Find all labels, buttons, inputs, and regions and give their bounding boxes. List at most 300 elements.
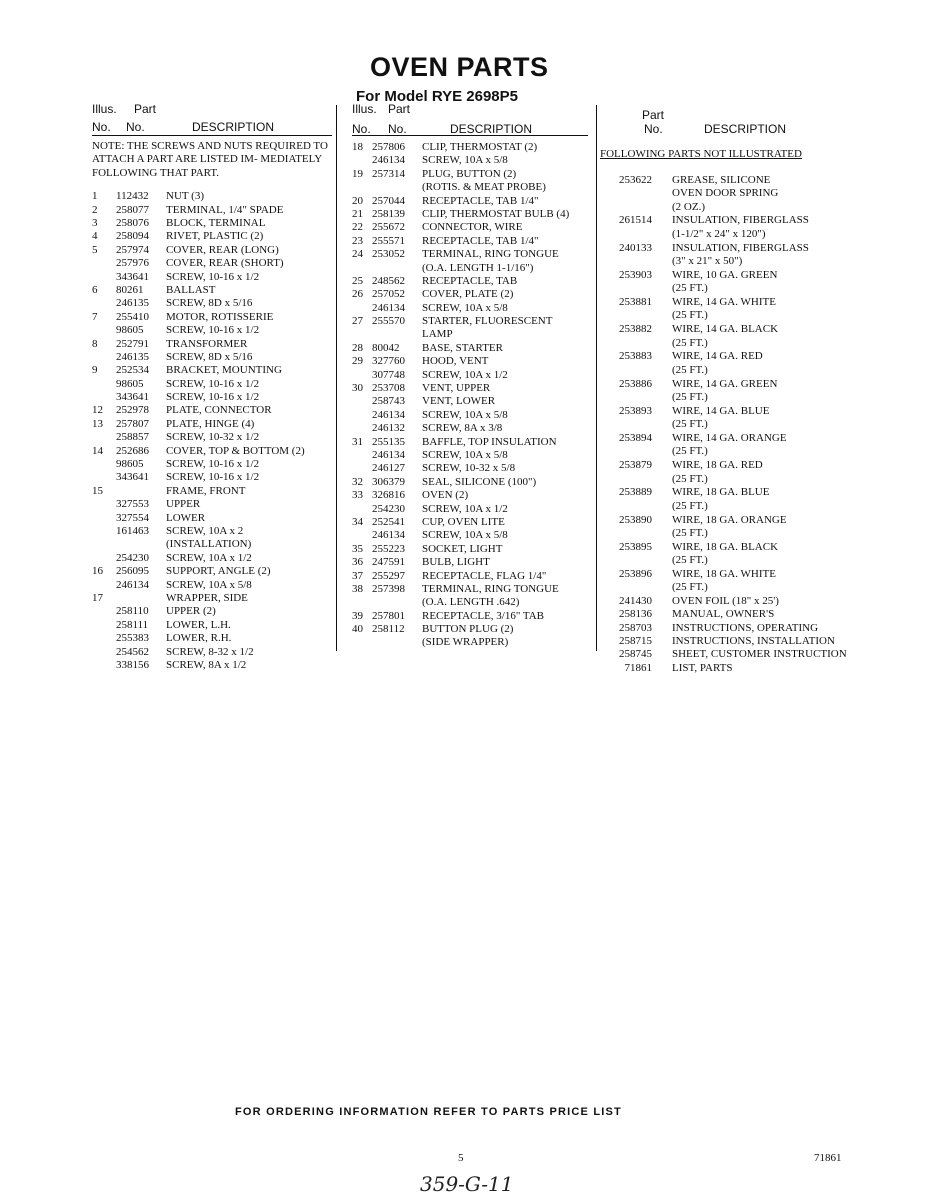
part-description: BAFFLE, TOP INSULATION <box>422 435 557 448</box>
description-line: GREASE, SILICONE <box>672 174 771 186</box>
illus-number: 6 <box>92 283 98 296</box>
header-rule <box>352 135 588 136</box>
table-row <box>92 230 332 243</box>
part-description: LOWER, L.H. <box>166 618 231 631</box>
table-row <box>352 262 588 275</box>
part-number: 253886 <box>619 377 652 390</box>
part-number: 253883 <box>619 350 652 363</box>
illus-number: 16 <box>92 565 103 578</box>
part-number: 246134 <box>372 301 405 314</box>
part-number: 98605 <box>116 324 144 337</box>
illus-number: 18 <box>352 141 363 153</box>
part-number: 258745 <box>619 648 652 661</box>
description-line: MANUAL, OWNER'S <box>672 608 775 621</box>
part-description: FRAME, FRONT <box>166 484 246 497</box>
description-line: (25 FT.) <box>672 499 708 512</box>
list-item <box>600 568 860 595</box>
handwritten-note: 359-G-11 <box>420 1172 514 1196</box>
part-description: RECEPTACLE, TAB <box>422 274 518 287</box>
part-description: SCREW, 8A x 1/2 <box>166 658 247 671</box>
part-description: SCREW, 10-16 x 1/2 <box>166 391 260 404</box>
description-line: WIRE, 14 GA. BLUE <box>672 404 770 417</box>
table-row <box>92 525 332 538</box>
part-number: 246134 <box>116 578 149 591</box>
parts-list <box>600 174 860 675</box>
part-description: SEAL, SILICONE (100") <box>422 475 537 488</box>
table-row <box>92 364 332 377</box>
part-description <box>672 174 778 214</box>
illus-number: 7 <box>92 310 98 323</box>
table-row <box>92 538 332 551</box>
part-description <box>672 541 778 568</box>
parts-column-3 <box>600 100 860 675</box>
part-number: 258110 <box>116 605 149 618</box>
part-description: SCREW, 10A x 2 <box>166 524 244 537</box>
table-row <box>352 328 588 341</box>
part-number: 247591 <box>372 556 405 569</box>
part-description: TRANSFORMER <box>166 337 248 350</box>
table-row <box>352 382 588 395</box>
table-row <box>92 512 332 525</box>
part-description: SUPPORT, ANGLE (2) <box>166 565 271 578</box>
table-row <box>352 248 588 261</box>
table-row <box>352 342 588 355</box>
table-row <box>352 476 588 489</box>
description-line: (1-1/2" x 24" x 120") <box>672 227 766 240</box>
illus-number: 21 <box>352 207 363 220</box>
illus-number: 22 <box>352 221 363 234</box>
table-row <box>352 395 588 408</box>
part-description <box>672 296 776 323</box>
table-row <box>92 592 332 605</box>
part-description: BRACKET, MOUNTING <box>166 364 282 377</box>
column-divider <box>596 105 597 651</box>
list-item <box>600 648 860 661</box>
part-description <box>672 405 769 432</box>
ordering-footer: FOR ORDERING INFORMATION REFER TO PARTS PRICE LIST <box>235 1106 622 1118</box>
part-description: NUT (3) <box>166 190 204 203</box>
table-row <box>352 436 588 449</box>
part-description: SCREW, 8-32 x 1/2 <box>166 645 254 658</box>
part-number: 254562 <box>116 645 149 658</box>
part-description <box>672 648 847 661</box>
table-row <box>352 543 588 556</box>
part-description <box>672 608 774 621</box>
part-description: VENT, UPPER <box>422 382 491 395</box>
illus-number: 38 <box>352 582 363 595</box>
illus-number: 37 <box>352 569 363 582</box>
part-number: 255570 <box>372 315 405 328</box>
table-row <box>92 431 332 444</box>
description-line: WIRE, 14 GA. BLACK <box>672 323 779 336</box>
part-description: RECEPTACLE, TAB 1/4" <box>422 194 539 207</box>
part-number: 253708 <box>372 382 405 395</box>
description-header: DESCRIPTION <box>704 122 787 136</box>
part-number: 255383 <box>116 632 149 645</box>
part-description <box>672 514 787 541</box>
part-description: SCREW, 10A x 1/2 <box>422 502 508 515</box>
part-number: 246134 <box>372 154 405 167</box>
description-line: WIRE, 14 GA. RED <box>672 350 763 363</box>
table-row <box>92 391 332 404</box>
table-row <box>352 570 588 583</box>
part-number: 98605 <box>116 458 144 471</box>
list-item <box>600 269 860 296</box>
part-description: BLOCK, TERMINAL <box>166 217 266 229</box>
part-number: 257044 <box>372 194 405 207</box>
part-description: UPPER <box>166 498 201 511</box>
table-row <box>92 378 332 391</box>
part-number: 71861 <box>624 661 652 674</box>
description-line: SHEET, CUSTOMER INSTRUCTION <box>672 648 847 661</box>
part-number: 254230 <box>116 551 149 564</box>
part-number: 253052 <box>372 248 405 261</box>
part-number: 257801 <box>372 609 405 622</box>
part-no-header: No. <box>126 120 145 134</box>
part-description: SCREW, 10A x 5/8 <box>422 408 508 421</box>
table-row <box>352 315 588 328</box>
part-number: 253889 <box>619 486 652 499</box>
list-item <box>600 242 860 269</box>
part-description <box>672 432 787 459</box>
illus-number: 26 <box>352 288 363 301</box>
part-description: SCREW, 10-16 x 1/2 <box>166 324 260 337</box>
table-row <box>352 288 588 301</box>
table-row <box>352 583 588 596</box>
part-number: 255223 <box>372 542 405 555</box>
table-row <box>92 619 332 632</box>
part-number: 253893 <box>619 404 652 417</box>
table-row <box>92 311 332 324</box>
illus-number: 27 <box>352 315 363 328</box>
illus-number: 17 <box>92 591 103 604</box>
part-description: RECEPTACLE, TAB 1/4" <box>422 234 539 247</box>
part-number: 246135 <box>116 350 149 363</box>
list-item <box>600 635 860 648</box>
part-number: 258857 <box>116 431 149 444</box>
part-number: 246134 <box>372 529 405 542</box>
screws-note: NOTE: THE SCREWS AND NUTS REQUIRED TO ATTACH A PART ARE LISTED IM- MEDIATELY FOLLOWING THAT PART. <box>92 140 328 179</box>
illus-number: 1 <box>92 190 98 203</box>
part-number: 258743 <box>372 395 405 408</box>
part-description: TERMINAL, RING TONGUE <box>422 248 559 261</box>
description-line: (25 FT.) <box>672 526 708 539</box>
column-header <box>352 100 588 136</box>
table-row <box>92 297 332 310</box>
table-row <box>92 418 332 431</box>
part-number: 253622 <box>619 174 652 186</box>
table-row <box>92 646 332 659</box>
part-description: LOWER <box>166 511 206 524</box>
table-row <box>352 235 588 248</box>
table-row <box>92 632 332 645</box>
table-row <box>92 404 332 417</box>
part-number: 258076 <box>116 217 149 229</box>
illus-number: 2 <box>92 203 98 216</box>
table-row <box>352 409 588 422</box>
part-description <box>672 378 777 405</box>
table-row <box>352 168 588 181</box>
description-line: (25 FT.) <box>672 363 708 376</box>
table-row <box>92 565 332 578</box>
parts-column-2 <box>352 100 588 650</box>
description-line: (25 FT.) <box>672 336 708 349</box>
illus-number: 19 <box>352 167 363 180</box>
description-line: (25 FT.) <box>672 554 708 567</box>
part-number: 257806 <box>372 141 405 153</box>
part-number: 257976 <box>116 257 149 270</box>
description-line: INSULATION, FIBERGLASS <box>672 241 809 254</box>
illus-number: 20 <box>352 194 363 207</box>
table-row <box>352 181 588 194</box>
illus-number: 36 <box>352 556 363 569</box>
table-row <box>352 422 588 435</box>
list-item <box>600 296 860 323</box>
description-line: (25 FT.) <box>672 391 708 404</box>
part-description <box>672 323 778 350</box>
part-number: 327553 <box>116 498 149 511</box>
part-description: PLATE, HINGE (4) <box>166 417 255 430</box>
part-description: SCREW, 10-16 x 1/2 <box>166 458 260 471</box>
part-description: BUTTON PLUG (2) <box>422 623 514 636</box>
part-number: 255410 <box>116 310 149 323</box>
description-line: (25 FT.) <box>672 418 708 431</box>
column-divider <box>336 105 337 651</box>
table-row <box>352 556 588 569</box>
not-illustrated-heading: FOLLOWING PARTS NOT ILLUSTRATED <box>600 148 802 160</box>
description-line: WIRE, 18 GA. WHITE <box>672 567 776 580</box>
part-description: (INSTALLATION) <box>166 538 252 551</box>
part-description: (ROTIS. & MEAT PROBE) <box>422 181 546 194</box>
page-title: OVEN PARTS <box>370 52 549 82</box>
list-item <box>600 405 860 432</box>
part-number: 343641 <box>116 471 149 484</box>
illus-number: 40 <box>352 623 363 636</box>
part-number: 258094 <box>116 230 149 243</box>
list-item <box>600 378 860 405</box>
list-item <box>600 486 860 513</box>
part-number: 343641 <box>116 270 149 283</box>
part-description: BALLAST <box>166 283 216 296</box>
part-description: CONNECTOR, WIRE <box>422 221 523 234</box>
table-row <box>92 190 332 203</box>
list-item <box>600 350 860 377</box>
part-description: SCREW, 10A x 1/2 <box>166 551 252 564</box>
part-number: 258703 <box>619 621 652 634</box>
table-row <box>352 610 588 623</box>
part-number: 338156 <box>116 658 149 671</box>
part-description: SCREW, 10A x 5/8 <box>422 154 508 167</box>
table-row <box>352 449 588 462</box>
document-number: 71861 <box>814 1152 842 1164</box>
list-item <box>600 323 860 350</box>
description-line: (25 FT.) <box>672 309 708 322</box>
part-number: 241430 <box>619 595 652 608</box>
part-no-header: No. <box>644 122 663 136</box>
parts-column-1 <box>92 100 332 672</box>
illus-number: 4 <box>92 230 98 243</box>
illus-no-header: No. <box>92 120 111 134</box>
part-number: 253903 <box>619 268 652 281</box>
table-row <box>352 369 588 382</box>
part-number: 327554 <box>116 511 149 524</box>
part-number: 257052 <box>372 288 405 301</box>
table-row <box>92 257 332 270</box>
illus-number: 24 <box>352 248 363 261</box>
part-description: CLIP, THERMOSTAT BULB (4) <box>422 207 570 220</box>
illus-number: 3 <box>92 217 98 229</box>
description-line: (3" x 21" x 50") <box>672 255 743 268</box>
illus-number: 25 <box>352 274 363 287</box>
table-row <box>352 208 588 221</box>
description-line: LIST, PARTS <box>672 661 733 674</box>
part-description: COVER, REAR (SHORT) <box>166 257 284 270</box>
list-item <box>600 662 860 675</box>
part-number: 256095 <box>116 565 149 578</box>
table-row <box>92 552 332 565</box>
description-line: WIRE, 14 GA. GREEN <box>672 377 778 390</box>
table-row <box>352 529 588 542</box>
part-description: SCREW, 10A x 1/2 <box>422 368 508 381</box>
table-row <box>352 275 588 288</box>
part-description <box>672 622 818 635</box>
part-description <box>672 635 835 648</box>
illus-number: 33 <box>352 489 363 502</box>
part-number: 252978 <box>116 404 149 417</box>
part-number: 255672 <box>372 221 405 234</box>
illus-number: 28 <box>352 341 363 354</box>
model-subtitle: For Model RYE 2698P5 <box>356 88 518 105</box>
table-row <box>352 154 588 167</box>
description-line: (25 FT.) <box>672 445 708 458</box>
part-description: LOWER, R.H. <box>166 632 232 645</box>
table-row <box>92 485 332 498</box>
description-line: INSULATION, FIBERGLASS <box>672 214 809 227</box>
part-description: SCREW, 10-32 x 5/8 <box>422 462 516 475</box>
illus-number: 29 <box>352 355 363 368</box>
part-description: UPPER (2) <box>166 605 216 618</box>
part-description: HOOD, VENT <box>422 355 489 368</box>
parts-list <box>352 141 588 650</box>
table-row <box>92 338 332 351</box>
part-description <box>672 350 763 377</box>
part-description: RECEPTACLE, 3/16" TAB <box>422 609 545 622</box>
illus-number: 8 <box>92 337 98 350</box>
description-line: OVEN FOIL (18" x 25') <box>672 595 779 608</box>
part-number: 327760 <box>372 355 405 368</box>
part-number: 253894 <box>619 431 652 444</box>
part-number: 258139 <box>372 207 405 220</box>
part-number: 343641 <box>116 391 149 404</box>
part-number: 252541 <box>372 515 405 528</box>
table-row <box>92 605 332 618</box>
part-number: 306379 <box>372 475 405 488</box>
part-description: SCREW, 10-32 x 1/2 <box>166 431 260 444</box>
part-description: SCREW, 10-16 x 1/2 <box>166 377 260 390</box>
part-number: 80042 <box>372 341 400 354</box>
column-header <box>92 100 332 136</box>
description-header: DESCRIPTION <box>192 120 275 134</box>
table-row <box>352 489 588 502</box>
part-number: 252686 <box>116 444 149 457</box>
part-number: 240133 <box>619 241 652 254</box>
illus-number: 31 <box>352 435 363 448</box>
header-rule <box>92 135 332 136</box>
table-row <box>92 217 332 230</box>
part-description: SOCKET, LIGHT <box>422 542 503 555</box>
table-row <box>92 458 332 471</box>
description-line: WIRE, 18 GA. ORANGE <box>672 513 787 526</box>
part-number: 253896 <box>619 567 652 580</box>
part-number: 246135 <box>116 297 149 310</box>
part-number: 253895 <box>619 540 652 553</box>
part-description: COVER, PLATE (2) <box>422 288 514 301</box>
illus-number: 13 <box>92 417 103 430</box>
illus-number: 32 <box>352 475 363 488</box>
part-header: Part <box>388 102 411 116</box>
part-number: 257807 <box>116 417 149 430</box>
part-description: CUP, OVEN LITE <box>422 515 505 528</box>
table-row <box>92 271 332 284</box>
table-row <box>92 204 332 217</box>
description-line: WIRE, 18 GA. BLACK <box>672 540 779 553</box>
part-description: LAMP <box>422 328 453 341</box>
part-number: 246134 <box>372 448 405 461</box>
table-row <box>92 471 332 484</box>
table-row <box>352 462 588 475</box>
part-description <box>672 568 776 595</box>
part-description <box>672 662 732 675</box>
description-line: WIRE, 14 GA. ORANGE <box>672 431 787 444</box>
part-description: (O.A. LENGTH 1-1/16") <box>422 261 534 274</box>
part-number: 258111 <box>116 618 149 631</box>
part-number: 246134 <box>372 408 405 421</box>
part-description: SCREW, 8A x 3/8 <box>422 422 503 435</box>
part-number: 112432 <box>116 190 149 203</box>
page-number: 5 <box>458 1152 464 1164</box>
illus-number: 23 <box>352 234 363 247</box>
part-description: VENT, LOWER <box>422 395 496 408</box>
part-description <box>672 242 809 269</box>
illus-number: 5 <box>92 243 98 256</box>
part-number: 246127 <box>372 462 405 475</box>
illus-number: 39 <box>352 609 363 622</box>
part-number: 253881 <box>619 296 652 309</box>
part-header: Part <box>642 108 665 122</box>
part-header: Part <box>134 102 157 116</box>
description-line: WIRE, 10 GA. GREEN <box>672 268 778 281</box>
list-item <box>600 608 860 621</box>
table-row <box>352 302 588 315</box>
column-header <box>600 100 860 136</box>
part-number: 253882 <box>619 323 652 336</box>
illus-number: 34 <box>352 515 363 528</box>
part-description: SCREW, 8D x 5/16 <box>166 297 253 310</box>
list-item <box>600 432 860 459</box>
part-description: BASE, STARTER <box>422 341 503 354</box>
part-number: 261514 <box>619 214 652 227</box>
part-description <box>672 486 769 513</box>
description-line: WIRE, 14 GA. WHITE <box>672 296 776 309</box>
part-number: 257314 <box>372 167 405 180</box>
table-row <box>92 445 332 458</box>
table-row <box>352 596 588 609</box>
part-number: 258112 <box>372 623 405 636</box>
description-line: (25 FT.) <box>672 581 708 594</box>
part-description: RECEPTACLE, FLAG 1/4" <box>422 569 547 582</box>
list-item <box>600 214 860 241</box>
list-item <box>600 174 860 214</box>
